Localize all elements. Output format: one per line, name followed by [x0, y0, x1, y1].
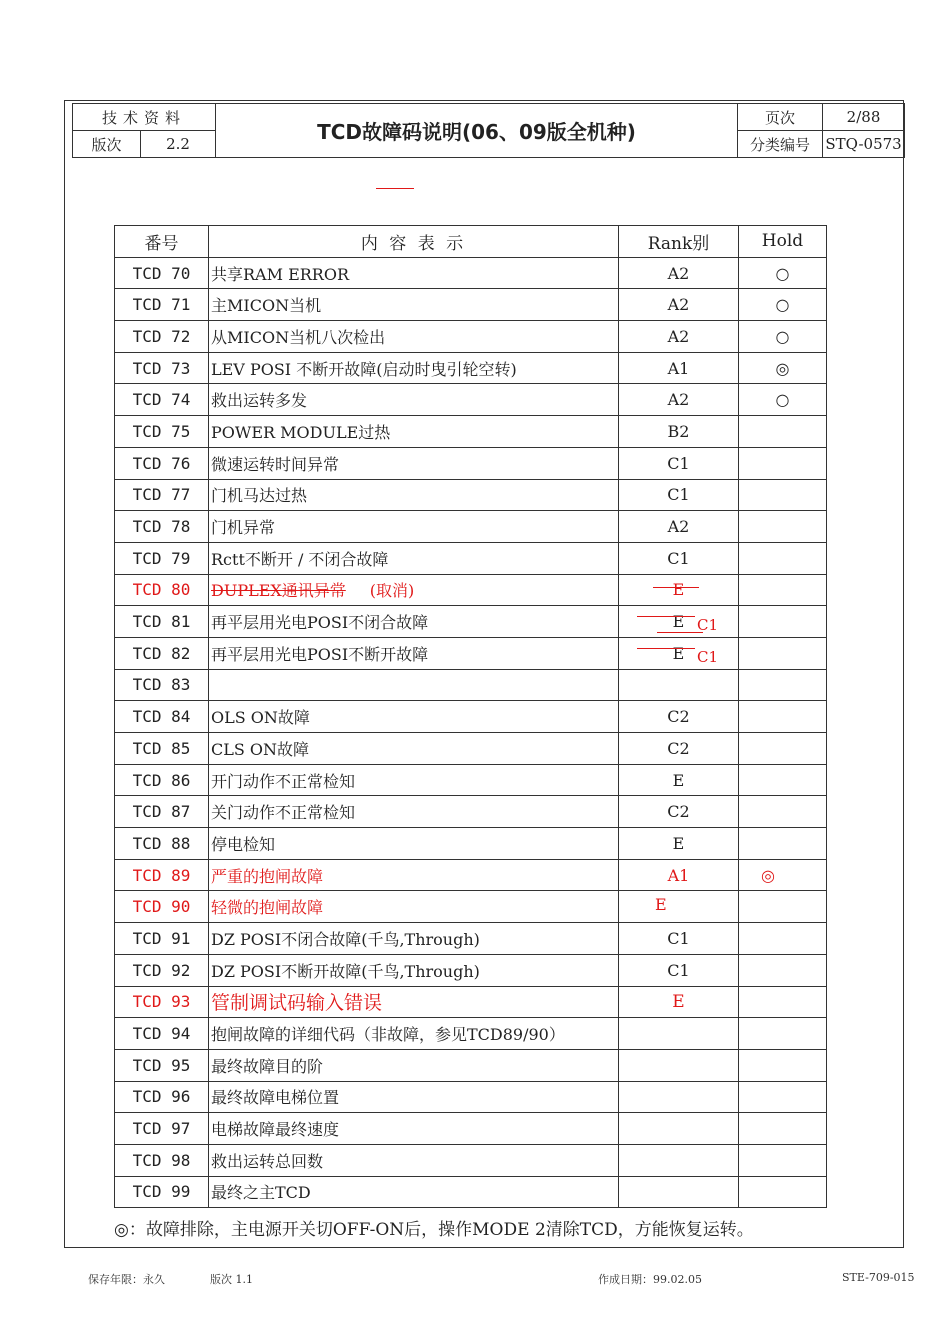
table-row: [115, 954, 827, 986]
tcd-code: TCD 82: [115, 637, 209, 669]
tcd-rank: C2: [619, 796, 739, 828]
tcd-description: 门机异常: [209, 511, 619, 543]
tcd-hold-mark: [739, 733, 827, 765]
tcd-description: 救出运转总回数: [209, 1144, 619, 1176]
tcd-description: 微速运转时间异常: [209, 447, 619, 479]
document-title: TCD故障码说明(06、09版全机种): [216, 104, 738, 158]
table-row: [115, 1176, 827, 1208]
tcd-rank: [619, 669, 739, 701]
tcd-description: Rctt不断开 / 不闭合故障: [209, 542, 619, 574]
tcd-rank: A2: [619, 384, 739, 416]
table-row: [115, 574, 827, 606]
tcd-rank: C1: [619, 923, 739, 955]
tcd-hold-mark: [739, 1018, 827, 1050]
tcd-code: TCD 97: [115, 1113, 209, 1145]
tcd-code: TCD 91: [115, 923, 209, 955]
tcd-hold-mark: [739, 637, 827, 669]
tcd-hold-mark: ○: [739, 321, 827, 353]
page-number: 2/88: [823, 104, 905, 131]
table-row: [115, 1144, 827, 1176]
tcd-rank: A1: [619, 859, 739, 891]
table-row: [115, 1018, 827, 1050]
tcd-description: 救出运转多发: [209, 384, 619, 416]
table-row: [115, 891, 827, 923]
tcd-code: TCD 98: [115, 1144, 209, 1176]
tcd-hold-mark: ○: [739, 257, 827, 289]
table-row: [115, 1081, 827, 1113]
tcd-code: TCD 76: [115, 447, 209, 479]
tcd-description: [209, 574, 619, 606]
footer-retention: 保存年限：永久: [88, 1273, 165, 1286]
col-header-code: 番号: [115, 226, 209, 258]
table-row: [115, 701, 827, 733]
tcd-code: TCD 78: [115, 511, 209, 543]
tcd-code: TCD 75: [115, 416, 209, 448]
tcd-code: TCD 89: [115, 859, 209, 891]
tcd-hold-mark: [739, 511, 827, 543]
tcd-description: 再平层用光电POSI不断开故障: [209, 637, 619, 669]
page-label: 页次: [738, 104, 823, 131]
corrected-rank: C1: [696, 647, 718, 666]
tcd-code: TCD 84: [115, 701, 209, 733]
edition-value: 2.2: [141, 131, 216, 158]
tcd-hold-mark: ○: [739, 289, 827, 321]
tcd-hold-mark: [739, 701, 827, 733]
tcd-rank: [619, 1113, 739, 1145]
old-rank: E: [672, 580, 685, 600]
tcd-rank: A1: [619, 352, 739, 384]
tcd-code: TCD 99: [115, 1176, 209, 1208]
table-row: [115, 923, 827, 955]
footer-edition: 版次 1.1: [210, 1273, 253, 1286]
table-row: [115, 257, 827, 289]
tcd-hold-mark: [739, 447, 827, 479]
table-row: [115, 764, 827, 796]
table-row: [115, 796, 827, 828]
tcd-hold-mark: ◎: [739, 352, 827, 384]
tcd-hold-mark: [739, 796, 827, 828]
tcd-hold-mark: [739, 669, 827, 701]
dept-label: 技术资料: [73, 104, 216, 131]
tcd-rank: A2: [619, 257, 739, 289]
tcd-description: 管制调试码输入错误: [209, 986, 619, 1018]
table-row: [115, 733, 827, 765]
tcd-hold-mark: [739, 542, 827, 574]
tcd-rank: A2: [619, 511, 739, 543]
tcd-rank: C2: [619, 701, 739, 733]
tcd-code: TCD 88: [115, 828, 209, 860]
tcd-rank: [619, 606, 739, 638]
tcd-description: [209, 669, 619, 701]
tcd-hold-mark: [739, 923, 827, 955]
table-row: [115, 289, 827, 321]
table-row: [115, 321, 827, 353]
doc-code-label: 分类编号: [738, 131, 823, 158]
tcd-rank: E: [619, 764, 739, 796]
tcd-rank: E: [619, 986, 739, 1018]
tcd-rank: [619, 1081, 739, 1113]
tcd-description: 最终故障目的阶: [209, 1049, 619, 1081]
struck-description: DUPLEX通讯异常: [211, 581, 346, 601]
tcd-description: 开门动作不正常检知: [209, 764, 619, 796]
tcd-description: 抱闸故障的详细代码（非故障，参见TCD89/90）: [209, 1018, 619, 1050]
tcd-rank: [619, 1176, 739, 1208]
col-header-desc: 内 容 表 示: [209, 226, 619, 258]
tcd-code: TCD 71: [115, 289, 209, 321]
tcd-table: [114, 225, 827, 1208]
tcd-rank: B2: [619, 416, 739, 448]
tcd-code: TCD 85: [115, 733, 209, 765]
tcd-code: TCD 95: [115, 1049, 209, 1081]
tcd-code: TCD 83: [115, 669, 209, 701]
red-mark-line: [376, 188, 414, 189]
tcd-description: CLS ON故障: [209, 733, 619, 765]
tcd-description: LEV POSI 不断开故障(启动时曳引轮空转): [209, 352, 619, 384]
tcd-description: DZ POSI不断开故障(千鸟,Through): [209, 954, 619, 986]
table-row: [115, 637, 827, 669]
tcd-rank: A2: [619, 321, 739, 353]
tcd-code: TCD 87: [115, 796, 209, 828]
tcd-description: 停电检知: [209, 828, 619, 860]
tcd-code: TCD 92: [115, 954, 209, 986]
rank-value: E: [655, 895, 667, 915]
tcd-description: 严重的抱闸故障: [209, 859, 619, 891]
tcd-description: DZ POSI不闭合故障(千鸟,Through): [209, 923, 619, 955]
tcd-description: 共享RAM ERROR: [209, 257, 619, 289]
rank-strike-line: [637, 648, 695, 649]
table-row: [115, 669, 827, 701]
tcd-code: TCD 90: [115, 891, 209, 923]
tcd-rank: [619, 891, 739, 923]
hold-note: ◎：故障排除，主电源开关切OFF-ON后，操作MODE 2清除TCD，方能恢复运转。: [114, 1220, 754, 1240]
tcd-hold-mark: [739, 764, 827, 796]
tcd-description: 电梯故障最终速度: [209, 1113, 619, 1145]
tcd-rank: C1: [619, 447, 739, 479]
tcd-rank: C1: [619, 954, 739, 986]
tcd-code: TCD 93: [115, 986, 209, 1018]
tcd-hold-mark: [739, 954, 827, 986]
tcd-hold-mark: [739, 1144, 827, 1176]
table-row: [115, 859, 827, 891]
edition-label: 版次: [73, 131, 141, 158]
tcd-description: POWER MODULE过热: [209, 416, 619, 448]
tcd-hold-mark: [739, 1176, 827, 1208]
rank-strike-line: [637, 616, 695, 617]
tcd-description: 轻微的抱闸故障: [209, 891, 619, 923]
table-row: [115, 828, 827, 860]
table-row: [115, 986, 827, 1018]
table-row: [115, 352, 827, 384]
tcd-hold-mark: [739, 574, 827, 606]
tcd-rank: C1: [619, 542, 739, 574]
rank-strike-line: [653, 587, 699, 588]
tcd-code: TCD 96: [115, 1081, 209, 1113]
table-row: [115, 384, 827, 416]
tcd-description: 最终之主TCD: [209, 1176, 619, 1208]
tcd-hold-mark: [739, 1049, 827, 1081]
tcd-description: 最终故障电梯位置: [209, 1081, 619, 1113]
tcd-rank: [619, 574, 739, 606]
document-header: [72, 103, 905, 158]
table-row: [115, 511, 827, 543]
tcd-rank: C1: [619, 479, 739, 511]
tcd-description: 关门动作不正常检知: [209, 796, 619, 828]
table-row: [115, 416, 827, 448]
old-rank: E: [672, 612, 685, 632]
tcd-hold-mark: [739, 479, 827, 511]
table-row: [115, 606, 827, 638]
tcd-rank: C2: [619, 733, 739, 765]
cancelled-note: (取消): [369, 581, 415, 601]
table-row: [115, 542, 827, 574]
tcd-description: 从MICON当机八次检出: [209, 321, 619, 353]
tcd-rank: A2: [619, 289, 739, 321]
tcd-description: 门机马达过热: [209, 479, 619, 511]
tcd-code: TCD 86: [115, 764, 209, 796]
tcd-code: TCD 94: [115, 1018, 209, 1050]
tcd-code: TCD 73: [115, 352, 209, 384]
footer-form-code: STE-709-015: [842, 1271, 915, 1284]
tcd-hold-mark: [739, 891, 827, 923]
tcd-rank: [619, 1018, 739, 1050]
col-header-rank: Rank别: [619, 226, 739, 258]
tcd-description: OLS ON故障: [209, 701, 619, 733]
tcd-code: TCD 72: [115, 321, 209, 353]
tcd-hold-mark: [739, 986, 827, 1018]
tcd-code: TCD 79: [115, 542, 209, 574]
corrected-rank: C1: [696, 616, 718, 635]
tcd-rank: [619, 637, 739, 669]
doc-code-value: STQ-0573: [823, 131, 905, 158]
tcd-hold-mark: [739, 606, 827, 638]
tcd-hold-mark: [739, 1081, 827, 1113]
table-row: [115, 479, 827, 511]
tcd-rank: [619, 1144, 739, 1176]
tcd-hold-mark: ○: [739, 384, 827, 416]
tcd-code: TCD 70: [115, 257, 209, 289]
tcd-hold-mark: [739, 1113, 827, 1145]
tcd-description: 再平层用光电POSI不闭合故障: [209, 606, 619, 638]
tcd-code: TCD 80: [115, 574, 209, 606]
tcd-rank: [619, 1049, 739, 1081]
table-header-row: [115, 226, 827, 258]
old-rank: E: [672, 643, 685, 663]
tcd-code: TCD 74: [115, 384, 209, 416]
col-header-hold: Hold: [739, 226, 827, 258]
tcd-rank: E: [619, 828, 739, 860]
tcd-code: TCD 81: [115, 606, 209, 638]
tcd-hold-mark: [739, 828, 827, 860]
table-row: [115, 447, 827, 479]
rank-strike-line: [657, 632, 703, 633]
table-row: [115, 1113, 827, 1145]
tcd-hold-mark: ◎: [739, 859, 827, 891]
tcd-description: 主MICON当机: [209, 289, 619, 321]
tcd-code: TCD 77: [115, 479, 209, 511]
footer-created: 作成日期：99.02.05: [598, 1273, 702, 1286]
tcd-hold-mark: [739, 416, 827, 448]
table-row: [115, 1049, 827, 1081]
